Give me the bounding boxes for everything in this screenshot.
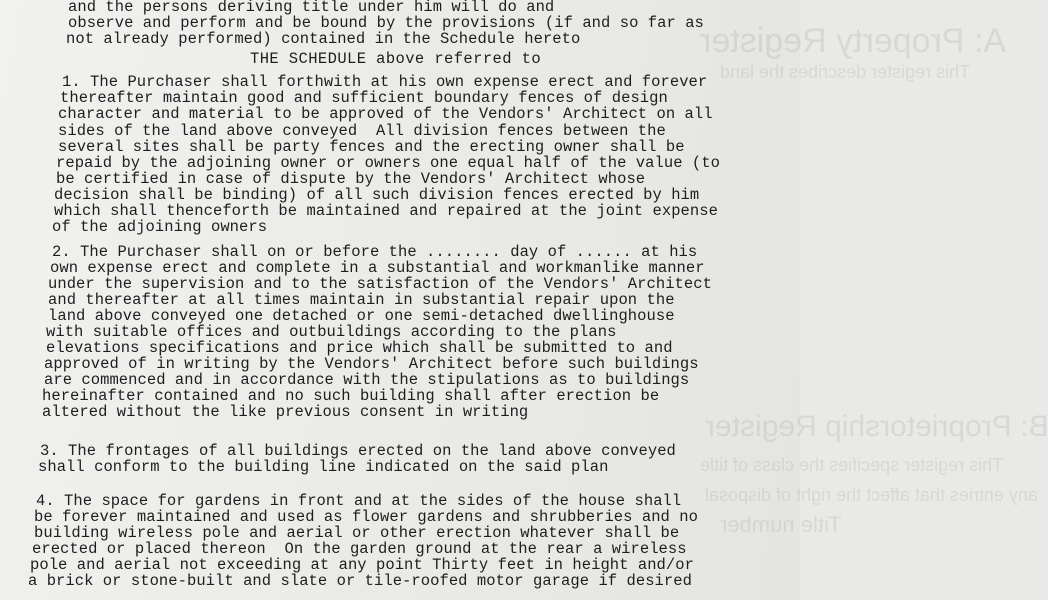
clause-1-line: repaid by the adjoining owner or owners one equal half of the value (to xyxy=(56,154,720,172)
bleed-through-line: This register specifies the class of title xyxy=(700,455,1004,475)
clause-3-line: 3. The frontages of all buildings erected on the land above conveyed xyxy=(40,442,676,460)
clause-2-line: with suitable offices and outbuildings according to the plans xyxy=(46,323,617,341)
bleed-through-line: any entries that affect the right of disposal xyxy=(705,485,1038,505)
clause-2-line: elevations specifications and price which shall be submitted to and xyxy=(46,339,673,357)
bleed-through-line: Title number xyxy=(720,512,842,537)
intro-line: not already performed) contained in the Schedule hereto xyxy=(66,30,581,48)
clause-4-line: pole and aerial not exceeding at any point Thirty feet in height and/or xyxy=(30,556,694,574)
clause-1-line: thereafter maintain good and sufficient boundary fences of design xyxy=(60,89,668,107)
clause-2-line: 2. The Purchaser shall on or before the ........ day of ...... at his xyxy=(52,243,698,261)
clause-1-line: of the adjoining owners xyxy=(52,218,268,236)
clause-4-line: a brick or stone-built and slate or tile-roofed motor garage if desired xyxy=(28,572,692,590)
clause-4-line: be forever maintained and used as flower gardens and shrubberies and no xyxy=(34,508,698,526)
clause-4-line: building wireless pole and aerial or other erection whatever shall be xyxy=(34,524,680,542)
clause-2-line: under the supervision and to the satisfaction of the Vendors' Architect xyxy=(48,275,712,293)
bleed-through-heading-a: A: Property Register xyxy=(700,22,1007,60)
clause-2-line: altered without the like previous consent in writing xyxy=(42,403,529,421)
schedule-heading: THE SCHEDULE above referred to xyxy=(250,50,542,68)
intro-line: observe and perform and be bound by the provisions (if and so far as xyxy=(68,14,704,32)
clause-4-line: 4. The space for gardens in front and at the sides of the house shall xyxy=(36,492,682,510)
clause-2-line: are commenced and in accordance with the stipulations as to buildings xyxy=(44,371,690,389)
clause-1-line: be certified in case of dispute by the Vendors' Architect whose xyxy=(56,170,646,188)
clause-2-line: land above conveyed one detached or one semi-detached dwellinghouse xyxy=(48,307,675,325)
clause-2-line: approved of in writing by the Vendors' Architect before such buildings xyxy=(44,355,699,373)
clause-1-line: sides of the land above conveyed All division fences between the xyxy=(58,122,666,140)
bleed-through-line: This register describes the land xyxy=(720,62,971,82)
clause-1-line: 1. The Purchaser shall forthwith at his own expense erect and forever xyxy=(62,73,708,91)
clause-1-line: several sites shall be party fences and the erecting owner shall be xyxy=(58,138,685,156)
clause-1-line: character and material to be approved of the Vendors' Architect on all xyxy=(58,105,713,123)
bleed-through-heading-b: B: Proprietorship Register xyxy=(705,410,1048,443)
clause-4-line: erected or placed thereon On the garden ground at the rear a wireless xyxy=(32,540,687,558)
clause-1-line: which shall thenceforth be maintained and repaired at the joint expense xyxy=(54,202,718,220)
clause-2-line: and thereafter at all times maintain in substantial repair upon the xyxy=(48,291,675,309)
clause-3-line: shall conform to the building line indicated on the said plan xyxy=(38,458,609,476)
clause-2-line: own expense erect and complete in a substantial and workmanlike manner xyxy=(50,259,705,277)
clause-1-line: decision shall be binding) of all such division fences erected by him xyxy=(54,186,700,204)
intro-line: and the persons deriving title under him will do and xyxy=(68,0,555,16)
clause-2-line: hereinafter contained and no such building shall after erection be xyxy=(42,387,660,405)
